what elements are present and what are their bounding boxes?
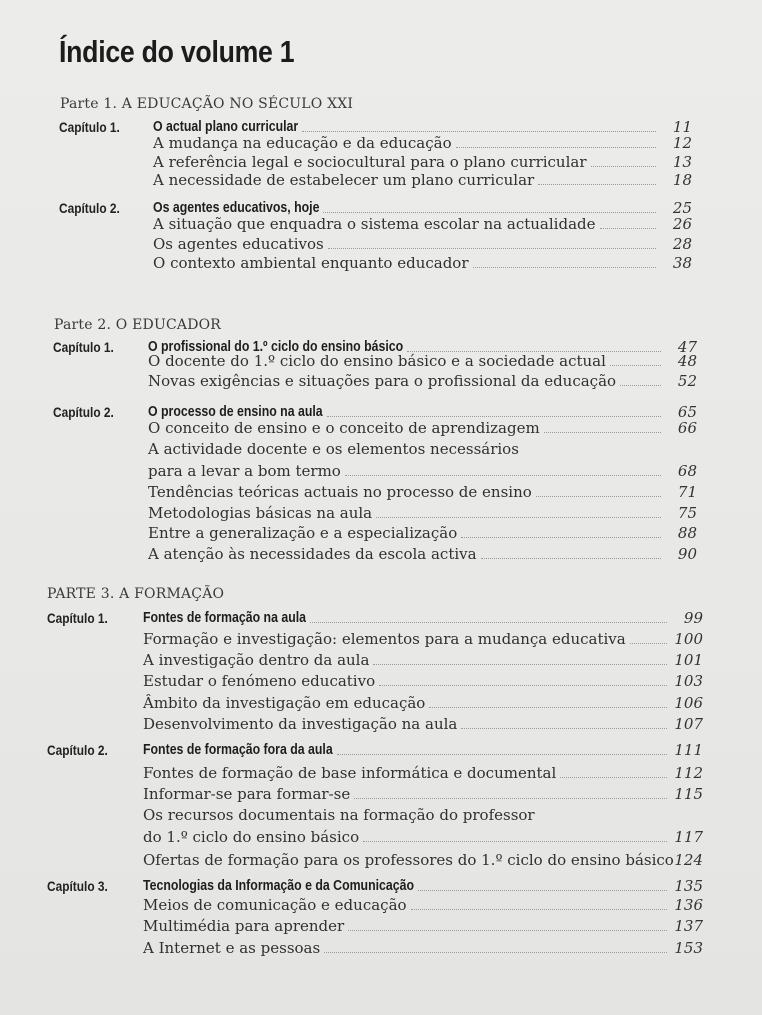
page-number: 136 [674, 896, 703, 914]
page-number: 38 [672, 254, 692, 272]
dot-leader [348, 930, 667, 931]
toc-entry [153, 134, 692, 152]
chapter-label: Capítulo 2. [47, 742, 108, 758]
toc-entry [143, 764, 703, 782]
dot-leader [363, 841, 667, 842]
page-number: 26 [672, 215, 692, 233]
chapter-label: Capítulo 2. [53, 404, 114, 420]
toc-entry [148, 545, 697, 563]
entry-text: Estudar o fenómeno educativo [143, 672, 376, 690]
dot-leader [328, 248, 656, 249]
dot-leader [354, 798, 667, 799]
entry-text: Tendências teóricas actuais no processo de ensino [148, 483, 532, 501]
entry-text: A referência legal e sociocultural para o plano curricular [153, 153, 587, 171]
entry-text: Informar-se para formar-se [143, 785, 351, 803]
entry-text: Desenvolvimento da investigação na aula [143, 715, 458, 733]
page-number: 65 [677, 403, 697, 421]
toc-entry [148, 352, 697, 370]
dot-leader [610, 365, 661, 366]
page-number: 106 [674, 694, 703, 712]
dot-leader [376, 517, 661, 518]
toc-entry [143, 851, 703, 869]
page-number: 101 [674, 651, 703, 669]
dot-leader [345, 475, 661, 476]
toc-entry [153, 215, 692, 233]
page-number: 135 [674, 877, 703, 895]
chapter-heading: Fontes de formação fora da aula [143, 742, 333, 758]
page-number: 12 [672, 134, 692, 152]
dot-leader [429, 707, 667, 708]
dot-leader [461, 728, 667, 729]
page-number: 112 [674, 764, 703, 782]
entry-text: A atenção às necessidades da escola activa [148, 545, 477, 563]
page-number: 68 [677, 462, 697, 480]
chapter-heading: Os agentes educativos, hoje [153, 200, 320, 216]
page-number: 66 [677, 419, 697, 437]
toc-entry [148, 483, 697, 501]
entry-text: A necessidade de estabelecer um plano curricular [153, 171, 535, 189]
toc-entry [143, 785, 703, 803]
toc-entry [153, 153, 692, 171]
chapter-heading: O processo de ensino na aula [148, 404, 323, 420]
entry-text: Novas exigências e situações para o profissional da educação [148, 372, 617, 390]
part-title: Parte 1. A EDUCAÇÃO NO SÉCULO XXI [60, 96, 354, 112]
toc-entry [143, 651, 703, 669]
page-number: 75 [677, 504, 697, 522]
entry-text: A situação que enquadra o sistema escolar na actualidade [153, 215, 596, 233]
entry-text: para a levar a bom termo [148, 462, 341, 480]
chapter-label: Capítulo 1. [47, 610, 108, 626]
toc-entry [148, 419, 697, 437]
page-number: 47 [677, 338, 697, 356]
dot-leader [324, 952, 667, 953]
chapter-heading-row [143, 877, 703, 895]
toc-entry [143, 939, 703, 957]
page-number: 103 [674, 672, 703, 690]
dot-leader [302, 131, 656, 132]
entry-text: do 1.º ciclo do ensino básico [143, 828, 360, 846]
dot-leader [481, 558, 661, 559]
page-number: 107 [674, 715, 703, 733]
chapter-label: Capítulo 1. [53, 339, 114, 355]
page-number: 48 [677, 352, 697, 370]
chapter-heading-row [143, 741, 703, 759]
chapter-heading: Fontes de formação na aula [143, 610, 307, 626]
page-number: 137 [674, 917, 703, 935]
toc-entry [143, 630, 703, 648]
toc-entry [143, 917, 703, 935]
dot-leader [620, 385, 661, 386]
toc-entry [143, 896, 703, 914]
toc-entry [148, 462, 697, 480]
dot-leader [461, 537, 661, 538]
entry-text: A mudança na educação e da educação [153, 134, 452, 152]
entry-text: Multimédia para aprender [143, 917, 345, 935]
page-number: 71 [677, 483, 697, 501]
dot-leader [544, 432, 661, 433]
page-number: 18 [672, 171, 692, 189]
page-number: 28 [672, 235, 692, 253]
page-number: 124 [674, 851, 703, 869]
toc-entry [153, 171, 692, 189]
dot-leader [473, 267, 656, 268]
dot-leader [456, 147, 656, 148]
part-title: Parte 2. O EDUCADOR [54, 317, 222, 333]
entry-text: Âmbito da investigação em educação [143, 694, 426, 712]
page-number: 90 [677, 545, 697, 563]
chapter-label: Capítulo 1. [59, 119, 120, 135]
page-number: 115 [674, 785, 703, 803]
dot-leader [560, 777, 667, 778]
entry-text: Os recursos documentais na formação do professor [143, 806, 535, 824]
chapter-label: Capítulo 2. [59, 200, 120, 216]
dot-leader [600, 228, 657, 229]
entry-text: Entre a generalização e a especialização [148, 524, 458, 542]
dot-leader [630, 643, 667, 644]
entry-text: O docente do 1.º ciclo do ensino básico e a sociedade actual [148, 352, 606, 370]
dot-leader [418, 890, 667, 891]
toc-entry [148, 372, 697, 390]
entry-text: Metodologias básicas na aula [148, 504, 373, 522]
dot-leader [591, 166, 656, 167]
toc-entry [148, 504, 697, 522]
chapter-label: Capítulo 3. [47, 878, 108, 894]
entry-text: Meios de comunicação e educação [143, 896, 407, 914]
page-title: Índice do volume 1 [59, 34, 295, 69]
entry-text: O conceito de ensino e o conceito de aprendizagem [148, 419, 540, 437]
chapter-heading: O profissional do 1.º ciclo do ensino básico [148, 339, 404, 355]
entry-text: A investigação dentro da aula [143, 651, 370, 669]
entry-text: Formação e investigação: elementos para a mudança educativa [143, 630, 626, 648]
toc-entry [153, 235, 692, 253]
toc-entry [143, 715, 703, 733]
toc-entry [148, 524, 697, 542]
page-number: 25 [672, 199, 692, 217]
toc-entry [153, 254, 692, 272]
toc-entry [143, 694, 703, 712]
toc-entry [143, 806, 703, 824]
dot-leader [323, 212, 656, 213]
chapter-heading: Tecnologias da Informação e da Comunicação [143, 878, 414, 894]
page-number: 117 [674, 828, 703, 846]
toc-entry [148, 440, 697, 458]
toc-entry [143, 672, 703, 690]
chapter-heading-row [143, 609, 703, 627]
entry-text: Fontes de formação de base informática e documental [143, 764, 557, 782]
page-number: 11 [672, 118, 692, 136]
page-number: 13 [672, 153, 692, 171]
page-number: 111 [674, 741, 703, 759]
dot-leader [337, 754, 667, 755]
page-number: 153 [674, 939, 703, 957]
dot-leader [327, 416, 661, 417]
entry-text: A actividade docente e os elementos necessários [148, 440, 519, 458]
dot-leader [411, 909, 667, 910]
dot-leader [536, 496, 661, 497]
page-number: 100 [674, 630, 703, 648]
page-number: 99 [683, 609, 703, 627]
chapter-heading: O actual plano curricular [153, 119, 299, 135]
dot-leader [379, 685, 667, 686]
entry-text: A Internet e as pessoas [143, 939, 321, 957]
dot-leader [538, 184, 656, 185]
toc-entry [143, 828, 703, 846]
part-title: PARTE 3. A FORMAÇÃO [47, 586, 225, 602]
dot-leader [310, 622, 667, 623]
entry-text: Ofertas de formação para os professores do 1.º ciclo do ensino básico [143, 851, 674, 869]
entry-text: O contexto ambiental enquanto educador [153, 254, 469, 272]
page-number: 88 [677, 524, 697, 542]
dot-leader [373, 664, 667, 665]
page-number: 52 [677, 372, 697, 390]
entry-text: Os agentes educativos [153, 235, 324, 253]
